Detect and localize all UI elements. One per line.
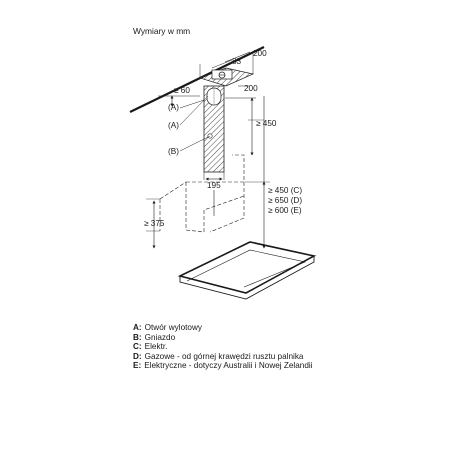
dim-clearance-e: ≥ 600 (E) [268,206,302,215]
hood-width-dimension [204,172,224,216]
hood-body [160,155,244,232]
callout-a1: (A) [168,103,179,112]
dim-clearance-c: ≥ 450 (C) [268,186,303,195]
legend-item-d: D: Gazowe - od górnej krawędzi rusztu palnika [133,351,304,361]
dim-clearance-d: ≥ 650 (D) [268,196,303,205]
chimney-duct [204,86,224,172]
callout-b: (B) [168,147,179,156]
diagram-title: Wymiary w mm [133,26,191,36]
dim-top-width: 200 [253,49,267,58]
legend-item-e: E: Elektryczne - dotyczy Australii i Nowej Zelandii [133,361,313,371]
cooktop [180,242,314,299]
callout-leaders [158,96,210,151]
legend [133,323,383,371]
dim-top-depth: 200 [244,84,258,93]
dim-chimney-height: ≥ 450 [256,119,277,128]
callout-a2: (A) [168,121,179,130]
dim-hood-width: 195 [207,181,221,190]
dim-top-inner: 83 [232,57,242,66]
legend-item-a: A: Otwór wylotowy [133,323,202,332]
legend-item-b: B: Gniazdo [133,332,176,342]
legend-item-c: C: Elektr. [133,342,168,352]
dim-side-offset: ≥ 60 [174,86,190,95]
dim-hood-height: ≥ 375 [144,219,165,228]
